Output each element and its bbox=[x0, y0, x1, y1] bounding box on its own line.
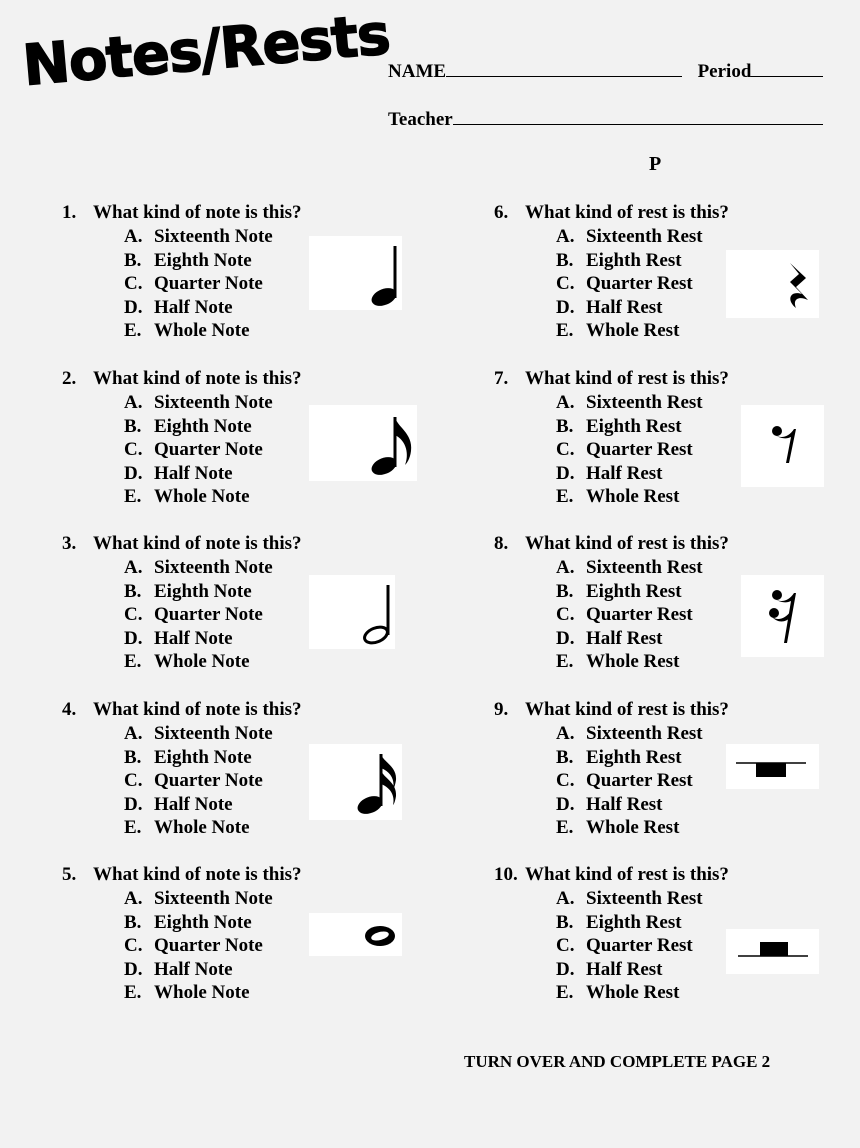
question-number: 6. bbox=[494, 202, 509, 223]
option-text: Eighth Rest bbox=[586, 746, 682, 768]
option-text: Sixteenth Rest bbox=[586, 226, 703, 247]
question-prompt bbox=[494, 367, 860, 391]
question-text: What kind of rest is this? bbox=[525, 533, 729, 554]
option-letter: D. bbox=[556, 793, 575, 815]
option-letter: D. bbox=[124, 793, 143, 815]
option-letter: A. bbox=[556, 226, 575, 247]
question-prompt bbox=[62, 201, 442, 225]
option-letter: D. bbox=[124, 296, 143, 318]
option-letter: C. bbox=[124, 273, 143, 295]
question-text: What kind of note is this? bbox=[93, 533, 302, 554]
answer-option[interactable] bbox=[494, 319, 860, 343]
option-letter: C. bbox=[556, 604, 575, 626]
option-text: Half Note bbox=[154, 296, 233, 318]
teacher-label: Teacher bbox=[388, 109, 453, 130]
half-note-icon bbox=[309, 575, 395, 649]
question-text: What kind of rest is this? bbox=[525, 202, 729, 223]
option-text: Half Note bbox=[154, 793, 233, 815]
question-prompt bbox=[494, 532, 860, 556]
option-letter: A. bbox=[124, 723, 143, 744]
period-label: Period bbox=[697, 61, 752, 82]
option-text: Sixteenth Note bbox=[154, 226, 273, 247]
answer-option[interactable] bbox=[494, 981, 860, 1005]
option-letter: D. bbox=[556, 462, 575, 484]
option-text: Quarter Note bbox=[154, 604, 263, 626]
question-text: What kind of rest is this? bbox=[525, 699, 729, 720]
option-letter: C. bbox=[556, 770, 575, 792]
option-letter: E. bbox=[124, 817, 142, 839]
option-letter: A. bbox=[556, 723, 575, 744]
answer-option[interactable] bbox=[62, 958, 442, 982]
option-letter: A. bbox=[556, 557, 575, 578]
option-letter: E. bbox=[124, 320, 142, 342]
option-letter: E. bbox=[556, 486, 574, 508]
whole-note-icon bbox=[309, 913, 402, 956]
option-letter: C. bbox=[556, 439, 575, 461]
question-prompt bbox=[494, 201, 860, 225]
option-text: Quarter Note bbox=[154, 935, 263, 957]
option-text: Eighth Note bbox=[154, 249, 252, 271]
whole-rest-icon bbox=[726, 744, 819, 789]
half-rest-icon bbox=[726, 929, 819, 974]
p-mark: P bbox=[649, 153, 662, 175]
option-letter: C. bbox=[556, 273, 575, 295]
eighth-rest-icon bbox=[741, 405, 824, 487]
option-text: Quarter Rest bbox=[586, 439, 693, 461]
name-label: NAME bbox=[388, 61, 447, 82]
option-text: Eighth Rest bbox=[586, 415, 682, 437]
option-text: Sixteenth Note bbox=[154, 392, 273, 413]
option-text: Whole Note bbox=[154, 486, 250, 508]
question-text: What kind of rest is this? bbox=[525, 864, 729, 885]
question-prompt bbox=[62, 698, 442, 722]
eighth-note-icon bbox=[309, 405, 417, 481]
answer-option[interactable] bbox=[494, 816, 860, 840]
answer-option[interactable] bbox=[62, 887, 442, 911]
answer-option[interactable] bbox=[62, 650, 442, 674]
option-text: Half Rest bbox=[586, 462, 663, 484]
option-letter: C. bbox=[124, 439, 143, 461]
question-number: 10. bbox=[494, 864, 518, 885]
question-number: 3. bbox=[62, 533, 77, 554]
option-letter: D. bbox=[124, 627, 143, 649]
question-text: What kind of note is this? bbox=[93, 368, 302, 389]
name-line bbox=[446, 60, 682, 77]
sixteenth-rest-icon bbox=[741, 575, 824, 657]
option-text: Half Rest bbox=[586, 958, 663, 980]
option-text: Eighth Note bbox=[154, 746, 252, 768]
option-letter: C. bbox=[124, 604, 143, 626]
option-letter: E. bbox=[124, 982, 142, 1004]
question-prompt bbox=[62, 532, 442, 556]
option-text: Sixteenth Note bbox=[154, 557, 273, 578]
option-letter: E. bbox=[124, 651, 142, 673]
question-text: What kind of rest is this? bbox=[525, 368, 729, 389]
option-text: Sixteenth Rest bbox=[586, 723, 703, 744]
option-letter: B. bbox=[556, 746, 574, 768]
option-letter: E. bbox=[556, 982, 574, 1004]
option-text: Quarter Note bbox=[154, 439, 263, 461]
option-letter: C. bbox=[556, 935, 575, 957]
option-text: Half Note bbox=[154, 627, 233, 649]
option-text: Whole Rest bbox=[586, 320, 680, 342]
question-text: What kind of note is this? bbox=[93, 699, 302, 720]
option-text: Whole Rest bbox=[586, 651, 680, 673]
option-text: Whole Note bbox=[154, 320, 250, 342]
option-text: Eighth Note bbox=[154, 415, 252, 437]
answer-option[interactable] bbox=[494, 225, 860, 249]
option-letter: B. bbox=[124, 746, 142, 768]
option-text: Eighth Note bbox=[154, 580, 252, 602]
option-letter: D. bbox=[124, 958, 143, 980]
question-prompt bbox=[62, 367, 442, 391]
option-letter: A. bbox=[124, 226, 143, 247]
option-text: Whole Note bbox=[154, 651, 250, 673]
option-text: Eighth Rest bbox=[586, 580, 682, 602]
option-text: Whole Note bbox=[154, 817, 250, 839]
option-letter: B. bbox=[124, 415, 142, 437]
option-text: Eighth Note bbox=[154, 911, 252, 933]
answer-option[interactable] bbox=[62, 722, 442, 746]
answer-option[interactable] bbox=[62, 319, 442, 343]
option-letter: B. bbox=[556, 580, 574, 602]
question-text: What kind of note is this? bbox=[93, 864, 302, 885]
answer-option[interactable] bbox=[62, 981, 442, 1005]
teacher-field[interactable] bbox=[388, 108, 823, 131]
name-field[interactable] bbox=[388, 60, 823, 83]
option-text: Half Rest bbox=[586, 793, 663, 815]
question-number: 9. bbox=[494, 699, 509, 720]
option-text: Half Rest bbox=[586, 627, 663, 649]
answer-option[interactable] bbox=[494, 722, 860, 746]
option-letter: A. bbox=[556, 392, 575, 413]
option-letter: E. bbox=[556, 817, 574, 839]
option-text: Whole Note bbox=[154, 982, 250, 1004]
option-text: Eighth Rest bbox=[586, 911, 682, 933]
option-letter: E. bbox=[556, 320, 574, 342]
footer-instruction: TURN OVER AND COMPLETE PAGE 2 bbox=[464, 1052, 771, 1071]
option-text: Sixteenth Rest bbox=[586, 888, 703, 909]
question-number: 1. bbox=[62, 202, 77, 223]
option-letter: B. bbox=[124, 580, 142, 602]
option-text: Quarter Rest bbox=[586, 770, 693, 792]
question-prompt bbox=[494, 863, 860, 887]
option-letter: A. bbox=[556, 888, 575, 909]
period-line bbox=[751, 60, 823, 77]
option-letter: B. bbox=[556, 249, 574, 271]
option-letter: D. bbox=[124, 462, 143, 484]
option-letter: B. bbox=[556, 911, 574, 933]
option-text: Quarter Rest bbox=[586, 273, 693, 295]
option-letter: B. bbox=[124, 911, 142, 933]
question-prompt bbox=[494, 698, 860, 722]
option-letter: D. bbox=[556, 958, 575, 980]
question-number: 2. bbox=[62, 368, 77, 389]
quarter-rest-icon bbox=[726, 250, 819, 318]
option-text: Sixteenth Rest bbox=[586, 557, 703, 578]
option-text: Quarter Note bbox=[154, 273, 263, 295]
worksheet-title: Notes/Rests bbox=[20, 2, 393, 99]
question-number: 7. bbox=[494, 368, 509, 389]
option-letter: C. bbox=[124, 935, 143, 957]
option-text: Whole Rest bbox=[586, 817, 680, 839]
question-prompt bbox=[62, 863, 442, 887]
question-number: 4. bbox=[62, 699, 77, 720]
question-number: 8. bbox=[494, 533, 509, 554]
option-letter: A. bbox=[124, 888, 143, 909]
option-letter: D. bbox=[556, 627, 575, 649]
option-text: Whole Rest bbox=[586, 486, 680, 508]
teacher-line bbox=[453, 108, 823, 125]
answer-option[interactable] bbox=[494, 485, 860, 509]
option-letter: B. bbox=[556, 415, 574, 437]
option-text: Eighth Rest bbox=[586, 249, 682, 271]
option-letter: D. bbox=[556, 296, 575, 318]
option-letter: A. bbox=[124, 392, 143, 413]
option-text: Quarter Note bbox=[154, 770, 263, 792]
option-letter: A. bbox=[124, 557, 143, 578]
answer-option[interactable] bbox=[494, 887, 860, 911]
option-letter: C. bbox=[124, 770, 143, 792]
option-text: Half Note bbox=[154, 958, 233, 980]
sixteenth-note-icon bbox=[309, 744, 402, 820]
option-text: Sixteenth Note bbox=[154, 888, 273, 909]
option-text: Half Note bbox=[154, 462, 233, 484]
option-text: Sixteenth Rest bbox=[586, 392, 703, 413]
option-text: Quarter Rest bbox=[586, 604, 693, 626]
quarter-note-icon bbox=[309, 236, 402, 310]
option-letter: B. bbox=[124, 249, 142, 271]
option-text: Half Rest bbox=[586, 296, 663, 318]
answer-option[interactable] bbox=[62, 485, 442, 509]
option-text: Sixteenth Note bbox=[154, 723, 273, 744]
option-text: Whole Rest bbox=[586, 982, 680, 1004]
option-letter: E. bbox=[124, 486, 142, 508]
answer-option[interactable] bbox=[494, 793, 860, 817]
question-text: What kind of note is this? bbox=[93, 202, 302, 223]
option-letter: E. bbox=[556, 651, 574, 673]
question-number: 5. bbox=[62, 864, 77, 885]
option-text: Quarter Rest bbox=[586, 935, 693, 957]
